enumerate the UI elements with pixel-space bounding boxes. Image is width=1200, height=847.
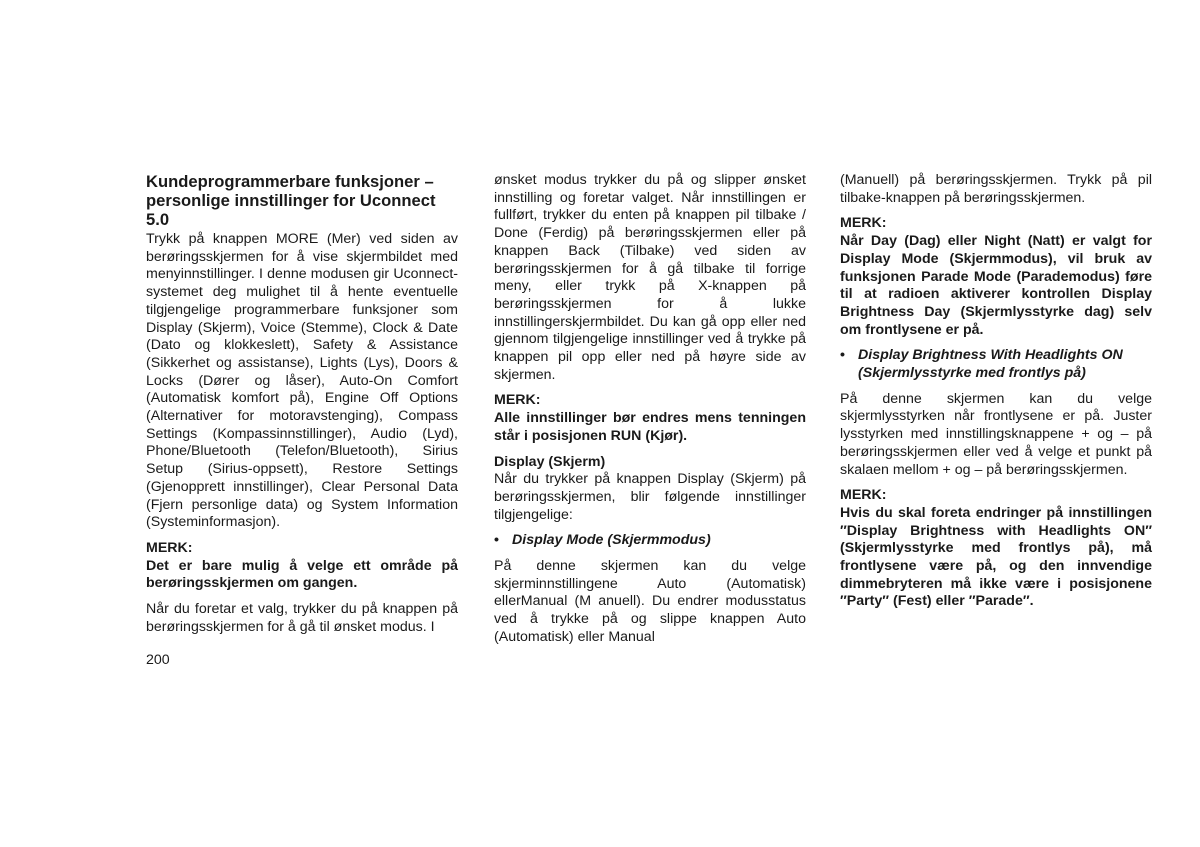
page-number: 200 xyxy=(146,652,170,668)
display-heading: Display (Skjerm) xyxy=(494,453,606,470)
bullet-dot-icon: • xyxy=(494,532,499,549)
note-text: Det er bare mulig å velge ett område på berøringsskjermen om gangen. xyxy=(146,557,458,592)
note-label: MERK: xyxy=(494,392,541,409)
note-text: Alle innstillinger bør endres mens tenningen står i posisjonen RUN (Kjør). xyxy=(494,410,806,444)
column-middle xyxy=(494,172,806,647)
column-left xyxy=(146,172,458,636)
bullet-display-brightness xyxy=(840,347,1152,382)
bullet-display-mode xyxy=(494,532,806,550)
note-label: MERK: xyxy=(146,539,193,556)
display-paragraph: Når du trykker på knappen Display (Skjerm) på berøringsskjermen, blir følgende innstillinger tilgjengelige: xyxy=(494,471,806,523)
bullet-dot-icon: • xyxy=(840,347,845,364)
continued-paragraph: ønsket modus trykker du på og slipper ønsket innstilling og foretar valget. Når innstillingen er fullført, trykker du enten på knappen pil tilbake / Done (Ferdig) på berøringsskjermen eller på knappen Back (Tilbake) ved siden av berøringsskjermen for å gå tilbake til forrige meny, eller trykk på X-knappen på berøringsskjermen for å lukke innstillingerskjermbildet. Du kan gå opp eller ned gjennom tilgjengelige innstillinger ved å trykke på knappen pil opp eller ned på høyre side av skjermen. xyxy=(494,172,806,383)
bullet-label: Display Mode (Skjermmodus) xyxy=(512,532,711,549)
note-text: Hvis du skal foreta endringer på innstillingen ″Display Brightness with Headlights ON″ (Skjermlysstyrke med frontlys på), må frontlysene være på, og den innvendige dimmebryteren må ikke være i posisjonene ″Party″ (Fest) eller ″Parade″. xyxy=(840,504,1152,610)
intro-paragraph: Trykk på knappen MORE (Mer) ved siden av berøringsskjermen for å vise skjermbildet med menyinnstillinger. I denne modusen gir Uconnect-systemet deg mulighet til å hente eventuelle tilgjengelige programmerbare funksjoner som Display (Skjerm), Voice (Stemme), Clock & Date (Dato og klokkeslett), Safety & Assistance (Sikkerhet og assistanse), Lights (Lys), Doors & Locks (Dører og låser), Auto-On Comfort (Automatisk komfort på), Engine Off Options (Alternativer for motoravstenging), Compass Settings (Kompassinnstillinger), Audio (Lyd), Phone/Bluetooth (Telefon/Bluetooth), Sirius Setup (Sirius-oppsett), Restore Settings (Gjenopprett innstillinger), Clear Personal Data (Fjern personlige data) og System Information (Systeminformasjon). xyxy=(146,231,458,531)
section-heading: Kundeprogrammerbare funksjoner – personlige innstillinger for Uconnect 5.0 xyxy=(146,172,436,229)
bullet-label: Display Brightness With Headlights ON (Skjermlysstyrke med frontlys på) xyxy=(858,347,1123,382)
brightness-paragraph: På denne skjermen kan du velge skjermlysstyrken når frontlysene er på. Juster lysstyrken med innstillingsknappene + og – på berøringsskjermen eller ved å velge et punkt på skalaen mellom + og – på berøringsskjermen. xyxy=(840,390,1152,478)
note-text: Når Day (Dag) eller Night (Natt) er valgt for Display Mode (Skjermmodus), vil bruk av funksjonen Parade Mode (Parademodus) føre til at radioen aktiverer kontrollen Display Brightness Day (Skjermlysstyrke dag) selv om frontlysene er på. xyxy=(840,233,1152,338)
display-mode-paragraph: På denne skjermen kan du velge skjerminnstillingene Auto (Automatisk) ellerManual (M anuell). Du endrer modusstatus ved å trykke på og slippe knappen Auto (Automatisk) eller Manual xyxy=(494,558,806,645)
column-right xyxy=(840,172,1152,611)
continued-paragraph: (Manuell) på berøringsskjermen. Trykk på pil tilbake-knappen på berøringsskjermen. xyxy=(840,172,1152,206)
selection-paragraph: Når du foretar et valg, trykker du på knappen på berøringsskjermen for å gå til ønsket modus. I xyxy=(146,601,458,635)
note-label: MERK: xyxy=(840,215,887,232)
note-label: MERK: xyxy=(840,487,887,504)
